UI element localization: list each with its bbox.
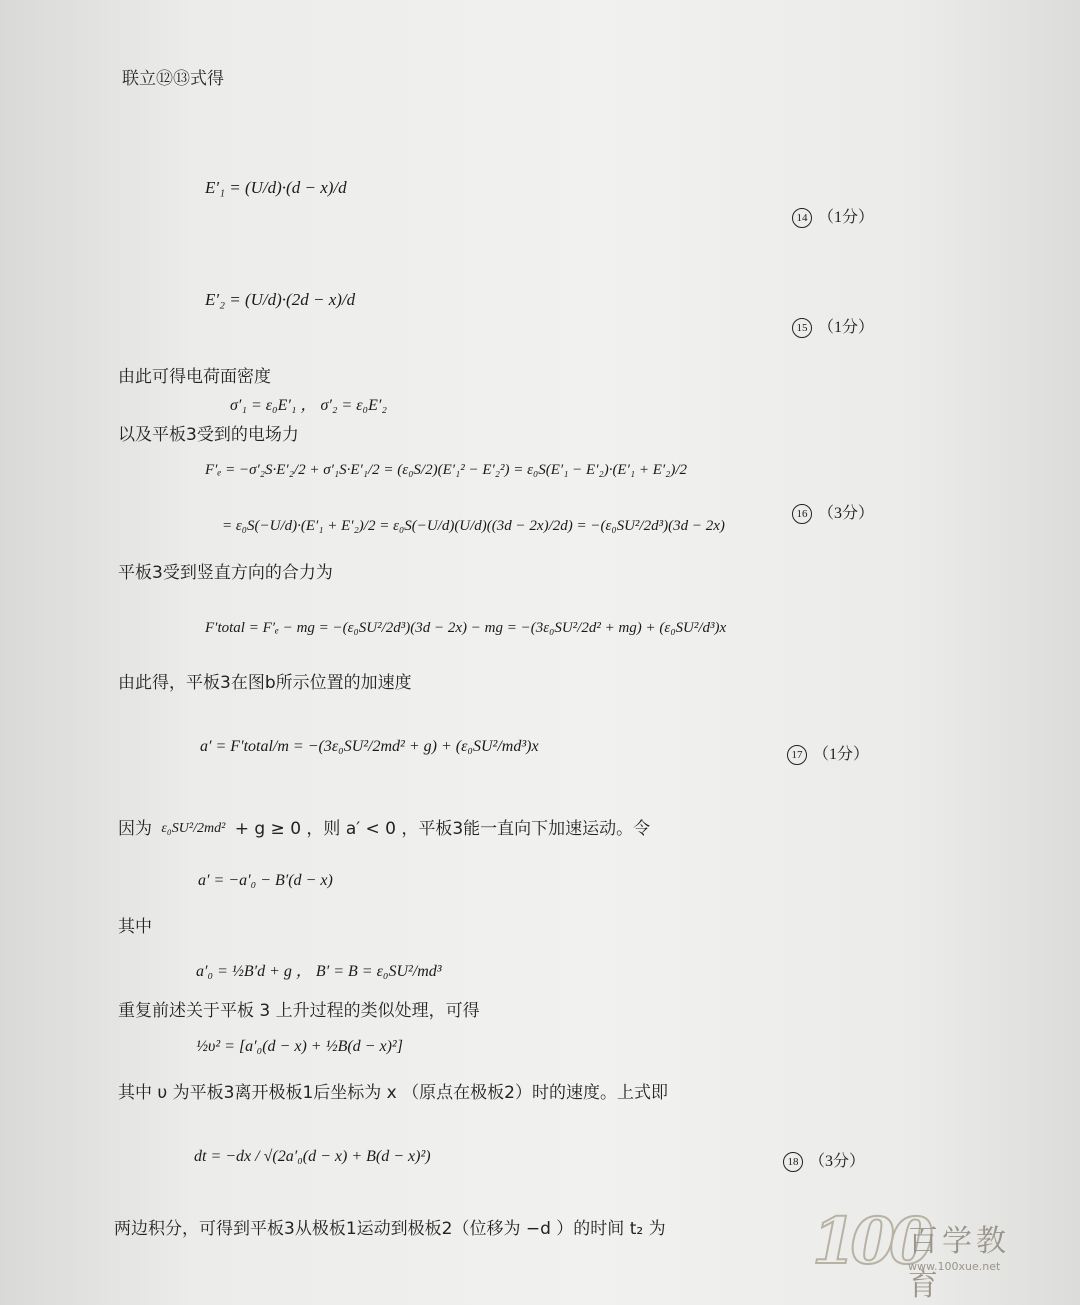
watermark-name: 百学教育 <box>908 1224 1010 1303</box>
because-suffix: + g ≥ 0 ，则 a′ < 0 ，平板3能一直向下加速运动。令 <box>234 819 651 839</box>
equation-force-1: F′ₑ = −σ′₂S·E′₂/2 + σ′₁S·E′₁/2 = (ε₀S/2)(E′₁² − E′₂²) = ε₀S(E′₁ − E′₂)·(E′₁ + E′₂)/2 <box>205 462 688 478</box>
equation-force-2: = ε₀S(−U/d)·(E′₁ + E′₂)/2 = ε₀S(−U/d)(U/d)((3d − 2x)/2d) = −(ε₀SU²/2d³)(3d − 2x) <box>222 518 725 534</box>
because-prefix: 因为 <box>118 819 152 839</box>
line-where: 其中 <box>118 917 152 937</box>
watermark-url: www.100xue.net <box>908 1260 1001 1273</box>
line-acceleration: 由此得，平板3在图b所示位置的加速度 <box>118 673 412 693</box>
watermark-logo <box>812 1200 1042 1303</box>
equation-v2: ½υ² = [a′₀(d − x) + ½B(d − x)²] <box>196 1038 403 1055</box>
equation-a-prime: a′ = −a′₀ − B′(d − x) <box>198 872 333 889</box>
line-combine: 联立⑫⑬式得 <box>122 69 224 89</box>
line-repeat: 重复前述关于平板 3 上升过程的类似处理，可得 <box>118 1001 480 1021</box>
tag-17-number: 17 <box>787 745 807 765</box>
tag-18-points: （3分） <box>809 1153 866 1170</box>
tag-14-points: （1分） <box>818 209 875 226</box>
tag-14-number: 14 <box>792 208 812 228</box>
tag-16 <box>792 500 874 524</box>
line-net-force: 平板3受到竖直方向的合力为 <box>118 563 333 583</box>
tag-15-number: 15 <box>792 318 812 338</box>
because-fraction <box>159 821 227 837</box>
because-fraction-text: ε₀SU²/2md² <box>161 820 226 836</box>
line-integrate: 两边积分，可得到平板3从极板1运动到极板2（位移为 −d ）的时间 t₂ 为 <box>114 1219 666 1239</box>
tag-16-points: （3分） <box>818 505 875 522</box>
tag-14 <box>792 204 874 228</box>
equation-a0: a′₀ = ½B′d + g ， B′ = B = ε₀SU²/md³ <box>196 963 442 980</box>
tag-16-number: 16 <box>792 504 812 524</box>
watermark-number: 100 <box>812 1204 928 1279</box>
line-field-force: 以及平板3受到的电场力 <box>118 425 299 445</box>
equation-15: E′₂ = (U/d)·(2d − x)/d <box>205 290 356 309</box>
equation-sigma: σ′₁ = ε₀E′₁ ， σ′₂ = ε₀E′₂ <box>230 397 387 414</box>
tag-15 <box>792 314 874 338</box>
line-charge-density: 由此可得电荷面密度 <box>118 367 271 387</box>
tag-18 <box>783 1148 865 1172</box>
equation-17: a′ = F′total/m = −(3ε₀SU²/2md² + g) + (ε₀SU²/md³)x <box>200 738 539 755</box>
line-because <box>118 814 650 839</box>
tag-18-number: 18 <box>783 1152 803 1172</box>
equation-total-force: F′total = F′ₑ − mg = −(ε₀SU²/2d³)(3d − 2x) − mg = −(3ε₀SU²/2d² + mg) + (ε₀SU²/d³)x <box>205 620 727 636</box>
tag-17-points: （1分） <box>813 746 870 763</box>
equation-18: dt = −dx / √(2a′₀(d − x) + B(d − x)²) <box>194 1148 431 1165</box>
equation-14: E′₁ = (U/d)·(d − x)/d <box>205 178 347 197</box>
line-velocity-note: 其中 υ 为平板3离开极板1后坐标为 x （原点在极板2）时的速度。上式即 <box>118 1083 668 1103</box>
tag-17 <box>787 741 869 765</box>
tag-15-points: （1分） <box>818 319 875 336</box>
